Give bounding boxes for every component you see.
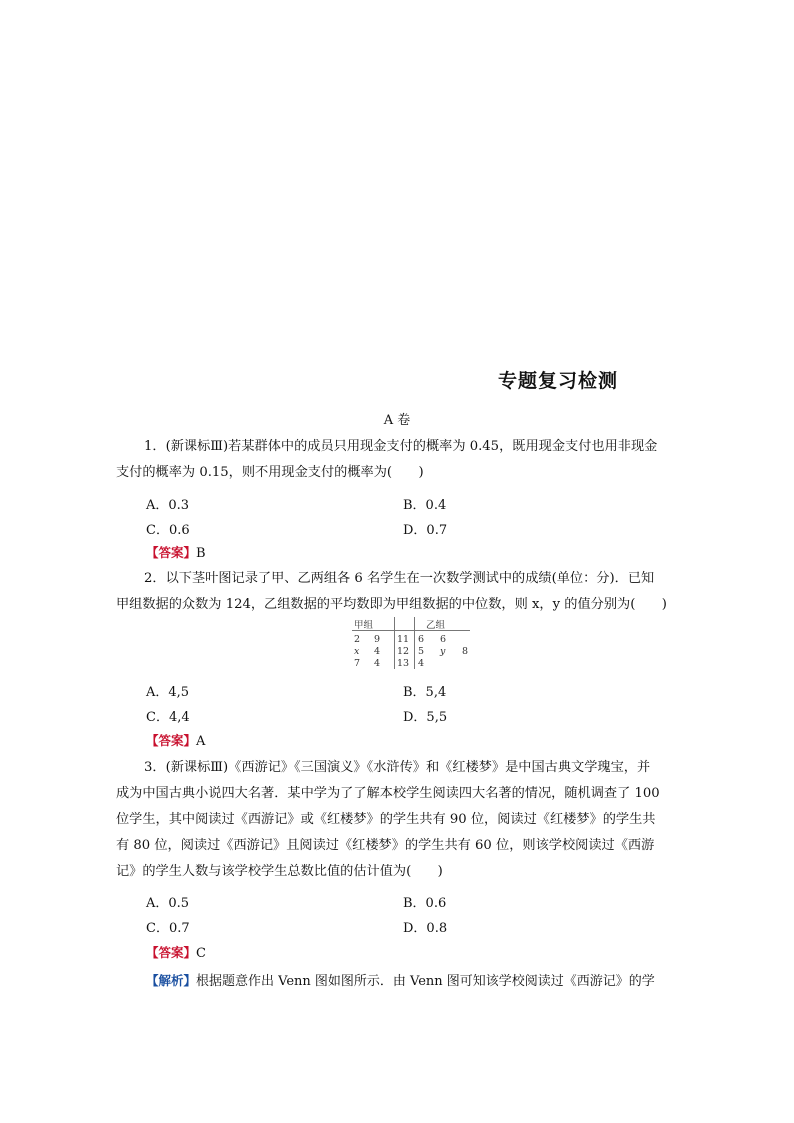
leaf-cell: 7 bbox=[354, 658, 361, 669]
q1-option-a: A．0.3 bbox=[146, 498, 190, 513]
q1-option-c: C．0.6 bbox=[146, 523, 190, 538]
section-label: A 卷 bbox=[383, 413, 411, 428]
question-1-line-2: 支付的概率为 0.15，则不用现金支付的概率为( ) bbox=[116, 465, 424, 480]
answer-tag: 【答案】 bbox=[146, 945, 197, 960]
answer-value: A bbox=[196, 734, 206, 749]
leaf-cell: y bbox=[440, 646, 446, 657]
answer-tag: 【答案】 bbox=[146, 545, 197, 560]
leaf-cell: 9 bbox=[374, 634, 381, 645]
q2-option-d: D．5,5 bbox=[403, 710, 448, 725]
q1-option-d: D．0.7 bbox=[403, 523, 448, 538]
question-3-line-5: 记》的学生人数与该学校学生总数比值的估计值为( ) bbox=[116, 864, 443, 879]
stem-leaf-left-divider bbox=[394, 617, 395, 669]
question-3-line-4: 有 80 位，阅读过《西游记》且阅读过《红楼梦》的学生共有 60 位，则该学校阅读过《西游 bbox=[116, 838, 655, 853]
q2-option-c: C．4,4 bbox=[146, 710, 190, 725]
question-3 bbox=[116, 755, 678, 885]
q3-option-a: A．0.5 bbox=[146, 896, 190, 911]
q1-option-b: B．0.4 bbox=[403, 498, 447, 513]
page-title: 专题复习检测 bbox=[498, 370, 619, 392]
stem-cell: 13 bbox=[397, 658, 410, 669]
leaf-cell: 5 bbox=[418, 646, 425, 657]
leaf-cell: 4 bbox=[418, 658, 425, 669]
leaf-cell: 6 bbox=[418, 634, 425, 645]
leaf-cell: 4 bbox=[374, 658, 381, 669]
leaf-cell: 4 bbox=[374, 646, 381, 657]
question-1-line-1: 1．(新课标Ⅲ)若某群体中的成员只用现金支付的概率为 0.45，既用现金支付也用非现金 bbox=[144, 439, 658, 454]
stem-leaf-plot bbox=[352, 617, 472, 669]
answer-tag: 【答案】 bbox=[146, 733, 197, 748]
answer-value: C bbox=[196, 946, 206, 961]
stem-leaf-right-divider bbox=[414, 617, 415, 669]
leaf-cell: 8 bbox=[462, 646, 469, 657]
q3-analysis bbox=[146, 970, 655, 989]
stem-leaf-header-rule bbox=[352, 630, 470, 631]
question-3-line-3: 位学生，其中阅读过《西游记》或《红楼梦》的学生共有 90 位，阅读过《红楼梦》的学生共 bbox=[116, 812, 656, 827]
analysis-text: 根据题意作出 Venn 图如图所示．由 Venn 图可知该学校阅读过《西游记》的学 bbox=[196, 974, 655, 989]
leaf-cell: x bbox=[354, 646, 360, 657]
question-3-line-2: 成为中国古典小说四大名著．某中学为了了解本校学生阅读四大名著的情况，随机调查了 100 bbox=[116, 786, 660, 801]
stem-leaf-right-header: 乙组 bbox=[426, 620, 446, 631]
q3-option-c: C．0.7 bbox=[146, 921, 190, 936]
question-2-line-1: 2．以下茎叶图记录了甲、乙两组各 6 名学生在一次数学测试中的成绩(单位：分)．已知 bbox=[144, 571, 655, 586]
q2-answer bbox=[146, 731, 205, 749]
stem-leaf-left-header: 甲组 bbox=[354, 620, 374, 631]
q2-option-a: A．4,5 bbox=[146, 685, 190, 700]
q3-option-d: D．0.8 bbox=[403, 921, 448, 936]
question-2 bbox=[116, 566, 678, 618]
question-2-line-2: 甲组数据的众数为 124，乙组数据的平均数即为甲组数据的中位数，则 x，y 的值分别为( ) bbox=[116, 597, 667, 612]
stem-cell: 12 bbox=[397, 646, 410, 657]
analysis-tag: 【解析】 bbox=[146, 973, 197, 988]
q3-option-b: B．0.6 bbox=[403, 896, 447, 911]
question-1 bbox=[116, 434, 678, 486]
answer-value: B bbox=[196, 546, 206, 561]
q1-answer bbox=[146, 543, 206, 561]
leaf-cell: 6 bbox=[440, 634, 447, 645]
question-3-line-1: 3．(新课标Ⅲ)《西游记》《三国演义》《水浒传》和《红楼梦》是中国古典文学瑰宝，并 bbox=[144, 760, 651, 775]
q3-answer bbox=[146, 943, 206, 961]
leaf-cell: 2 bbox=[354, 634, 361, 645]
stem-cell: 11 bbox=[397, 634, 410, 645]
q2-option-b: B．5,4 bbox=[403, 685, 447, 700]
